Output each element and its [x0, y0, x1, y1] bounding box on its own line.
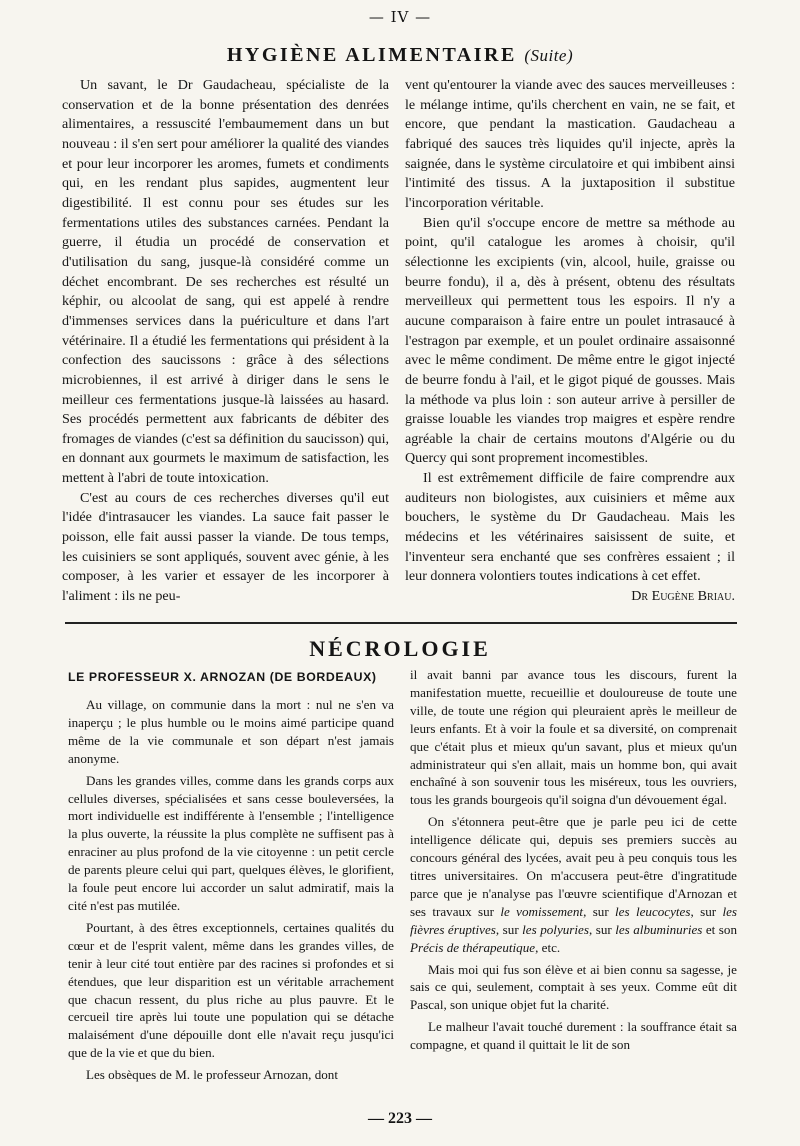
work-title: les fièvres éruptives: [410, 903, 737, 937]
hygiene-title-text: HYGIÈNE ALIMENTAIRE: [226, 44, 517, 66]
section-divider: [65, 622, 737, 624]
necrologie-left-column: [68, 696, 394, 1088]
hygiene-left-column: [62, 76, 389, 607]
page-number: — 223 —: [368, 1110, 432, 1127]
work-title: les leucocytes: [615, 903, 691, 919]
article-paragraph: Il est extrêmement difficile de faire comprendre aux auditeurs non biologistes, aux cuisiniers et même aux bouchers, le système du Dr Gaudacheau. Mais les médecins et les vétérinaires saisissent de suite, et l'inventeur sera enchanté que ses confrères essaient ; il leur donnera volontiers toutes indications à cet effet.: [405, 470, 735, 585]
work-title: le vomissement: [500, 903, 584, 919]
article-paragraph: Bien qu'il s'occupe encore de mettre sa méthode au point, qu'il catalogue les aromes à choisir, qu'il sélectionne les excipients (vin, alcool, huile, graisse ou beurre fondu), il a, dès à présent, obtenu des résultats merveilleux qui permettent tous les espoirs. Il n'y a aucune comparaison à faire entre un poulet intrasaucé à l'estragon par exemple, et un poulet ordinaire assaisonné avec le même condiment. De même entre le gigot injecté de beurre fondu à l'ail, et le gigot piqué de gousses. Mais la méthode va plus loin : son auteur arrive à persiller de graisse louable les viandes trop maigres et espère rendre agréable la chair de certains moutons d'Algérie ou du Quercy qui sont proprement incomestibles.: [405, 214, 735, 467]
article-paragraph-works: On s'étonnera peut-être que je parle peu ici de cette intelligence délicate qui, depuis ses premiers succès au concours général des lycées, avait peu à peu conquis tous les titres universitaires. On m'accusera peut-être d'ingratitude parce que je n'analyse pas l'œuvre scientifique d'Arnozan et ses travaux sur le vomissement, sur les leucocytes, sur les fièvres éruptives, sur les polyuries, sur les albuminuries et son Précis de thérapeutique, etc.: [410, 814, 737, 955]
article-paragraph: C'est au cours de ces recherches diverses qu'il eut l'idée d'intrasaucer les viandes. La sauce fait passer le poisson, elle fait aussi passer la viande. De tous temps, les cuisiniers se sont appliqués, souvent avec génie, à les composer, à les varier et essayer de les incorporer à l'aliment : ils ne peu-: [62, 489, 389, 605]
article-paragraph: Un savant, le Dr Gaudacheau, spécialiste de la conservation et de la bonne présentation des denrées alimentaires, a ressuscité l'embaumement dans un but nouveau : il s'en sert pour améliorer la qualité des viandes et pour leur incorporer les aromes, fumets et condiments qui, en les rendant plus sapides, augmentent leur digestibilité. Il est connu pour ses études sur les fermentations utiles des substances carnées. Pendant la guerre, il étudia un procédé de conservation et d'utilisation du sang, jusque-là considéré comme un déchet encombrant. De ses recherches est résulté un képhir, ou alcoolat de sang, qui est appelé à rendre d'immenses services dans la puériculture et dans l'art vétérinaire. Il a étudié les fermentations qui président à la confection des saucissons : grâce à des sélections microbiennes, il est arrivé à diriger dans le sens le meilleur ces fermentations jusque-là laissées au hasard. Ses procédés permettent aux fabricants de débiter des fromages de viandes (c'est sa définition du saucisson) qui, en donnant aux gourmets le maximum de satisfaction, les mettent à l'abri de toute intoxication.: [62, 77, 390, 487]
article-paragraph: Le malheur l'avait touché durement : la souffrance était sa compagne, et quand il quittait le lit de son: [410, 1019, 737, 1053]
necrologie-section-title: NÉCROLOGIE: [309, 636, 491, 661]
necrologie-right-column: [410, 666, 737, 1058]
hygiene-section-title: [0, 44, 800, 67]
article-paragraph: Au village, on communie dans la mort : nul ne s'en va inaperçu ; le plus humble ou le moins aimé participe quand même de la vie communale et son départ n'est jamais anonyme.: [68, 697, 394, 766]
article-paragraph: Mais moi qui fus son élève et ai bien connu sa sagesse, je sais ce qui, seulement, comptait à ses yeux. Comme eût dit Pascal, son unique objet fut la charité.: [410, 961, 737, 1013]
article-paragraph: Dans les grandes villes, comme dans les grands corps aux cellules diverses, spécialisées et sans cesse bouleversées, la mort individuelle est indifférente à l'ensemble ; l'intelligence la plus ouverte, la réussite la plus complète ne suffisent pas à enraciner au plus profond de la vie citoyenne : un petit cercle de parents pleure celui qui part, quelques élèves, le glorifient, la foule peut encore lui accorder un salut admiratif, mais la cité n'est pas mutilée.: [68, 772, 394, 913]
article-paragraph: il avait banni par avance tous les discours, furent la manifestation muette, recueillie et douloureuse de toute une ville, de toute une région qui pleuraient après le meilleur de leurs enfants. Et à voir la foule et sa diversité, on comprenait que c'était plus et mieux qu'un savant, plus et mieux qu'un administrateur qui s'en allait, mais un homme bon, qui avait enchaîné à son souvenir tous les miséreux, tous les ouvriers, tous les grands bourgeois qu'il soigna d'un dévouement égal.: [410, 667, 737, 808]
page-header-roman: — IV —: [368, 8, 432, 26]
article-paragraph: Pourtant, à des êtres exceptionnels, certaines qualités du cœur et de l'esprit valent, même dans les grandes villes, de tenir à leur cité tout entière par des racines si profondes et si étendues, que leur disparition est un véritable arrachement que chacun ressent, du plus riche au plus pauvre. Et le cercueil tire après lui toute une population qui se détache malaisément d'une dépouille dont elle n'avait reçu jusqu'ici que de la vie et que du bien.: [68, 919, 394, 1061]
author-signature: Dr Eugène Briau.: [631, 588, 735, 605]
hygiene-title-suite: (Suite): [524, 46, 574, 65]
work-title: les albuminuries: [615, 921, 703, 937]
article-paragraph: vent qu'entourer la viande avec des sauces merveilleuses : le mélange intime, qu'ils cherchent en vain, ne se fait, et encore, que pendant la mastication. Gaudacheau a fabriqué des sauces très liquides qu'il injecte, après la saignée, dans le système circulatoire et qui imbibent ainsi l'intimité des tissus. A la juxtaposition il substitue l'incorporation véritable.: [405, 77, 735, 211]
work-title: les polyuries: [522, 921, 589, 937]
article-paragraph: Les obsèques de M. le professeur Arnozan, dont: [86, 1067, 338, 1083]
hygiene-right-column: [405, 76, 735, 607]
necrologie-subheading: LE PROFESSEUR X. ARNOZAN (DE BORDEAUX): [68, 670, 377, 684]
work-title: Précis de thérapeutique: [410, 939, 536, 955]
works-intro-text: On s'étonnera peut-être que je parle peu ici de cette intelligence délicate qui, depuis ses premiers succès au concours général des lycées, avait peu à peu conquis tous les titres universitaires. On m'accusera peut-être d'ingratitude parce que je n'analyse pas l'œuvre scientifique d'Arnozan et ses travaux sur: [410, 814, 737, 919]
